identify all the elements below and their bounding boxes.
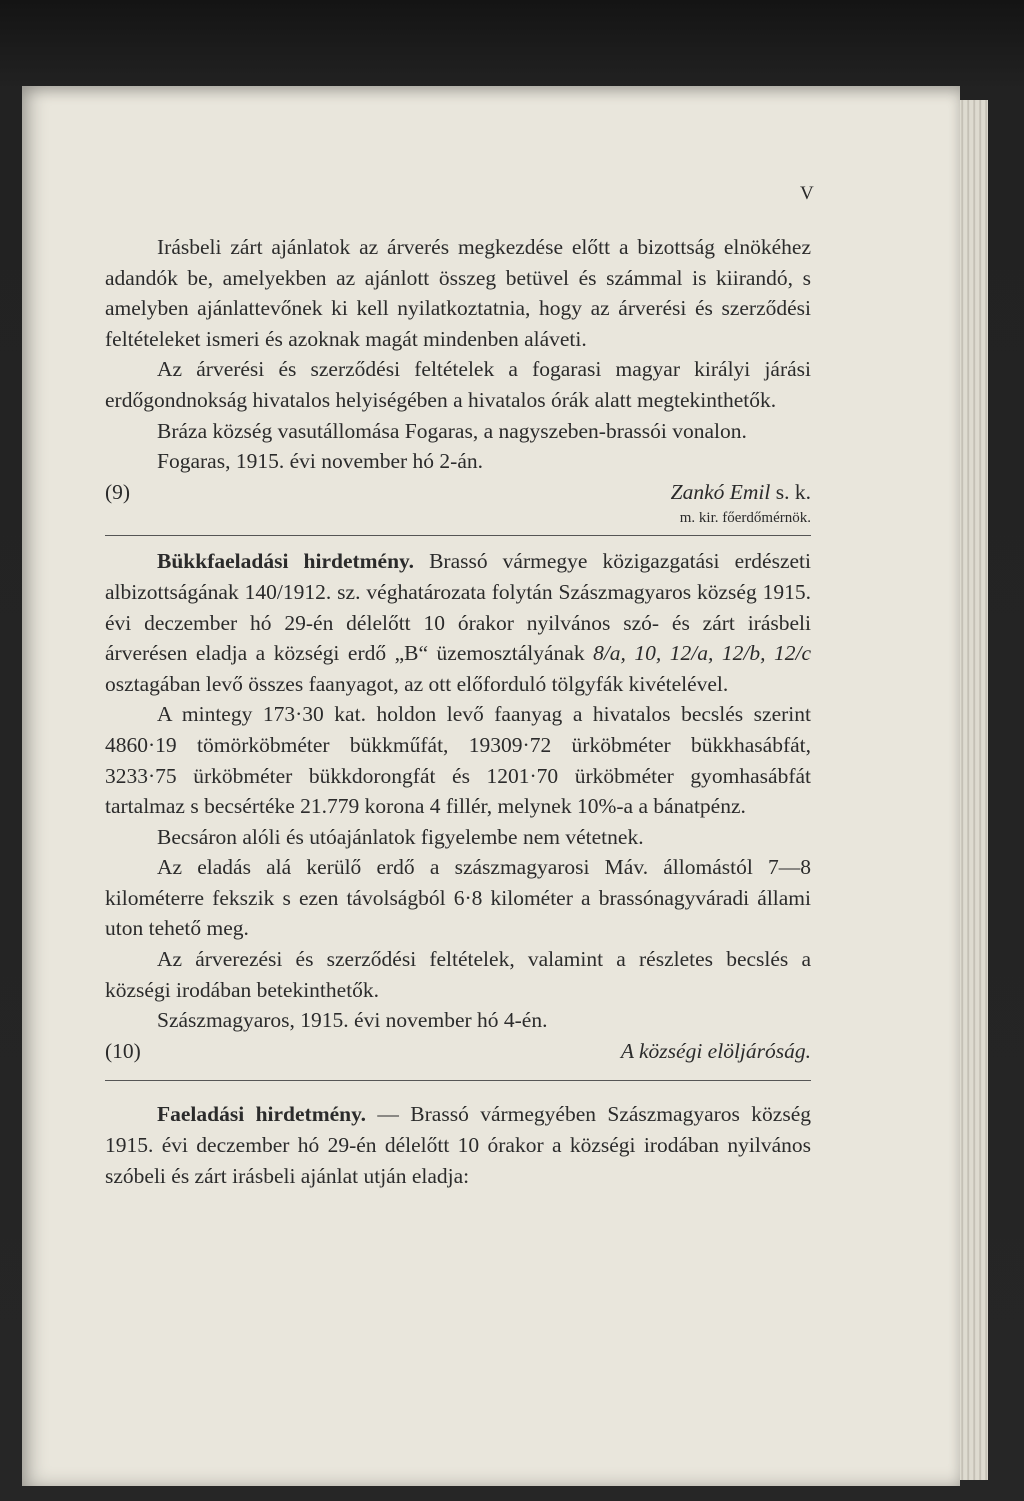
notice-1-signature-row bbox=[105, 477, 811, 508]
notice-3-text: — Brassó vármegyében Szászmagyaros község 1915. évi deczember hó 29-én délelőtt 10 órakor a községi irodában nyilvános szóbeli és zárt irásbeli ajánlat utján eladja: bbox=[105, 1102, 811, 1188]
notice-2-number: (10) bbox=[105, 1038, 141, 1063]
notice-1-number: (9) bbox=[105, 479, 131, 504]
notice-1 bbox=[105, 232, 811, 529]
notice-1-signer-name: Zankó Emil bbox=[670, 479, 771, 504]
notice-1-paragraph-2: Az árverési és szerződési feltételek a fogarasi magyar királyi járási erdőgondnokság hivatalos helyiségében a hivatalos órák alatt megtekinthetők. bbox=[105, 357, 811, 412]
notice-2-paragraph-4: Az eladás alá kerülő erdő a szászmagyarosi Máv. állomástól 7—8 kilométerre fekszik s ezen távolságból 6·8 kilométer a brassónagyváradi állami uton tehető meg. bbox=[105, 855, 811, 941]
notice-2-text-before: Brassó vármegye közigazgatási erdészeti albizottságának 140/1912. sz. véghatározata folytán Szászmagyaros község 1915. évi deczember hó 29-én délelőtt 10 órakor nyilvános szó- és zárt irásbeli árverésen eladja a községi erdő „B“ üzemosztályának bbox=[105, 549, 811, 666]
separator-rule-2 bbox=[105, 1080, 811, 1081]
notice-2 bbox=[105, 546, 811, 1066]
notice-2-paragraph-1 bbox=[105, 546, 811, 699]
notice-1-signature bbox=[671, 477, 811, 508]
notice-2-signature-row bbox=[105, 1036, 811, 1067]
notice-3 bbox=[105, 1099, 811, 1191]
page-text bbox=[105, 232, 811, 1191]
notice-2-sections: 8/a, 10, 12/a, 12/b, 12/c bbox=[593, 641, 811, 666]
notice-1-date: Fogaras, 1915. évi november hó 2-án. bbox=[157, 449, 484, 474]
notice-2-paragraph-5: Az árverezési és szerződési feltételek, valamint a részletes becslés a községi irodában betekinthetők. bbox=[105, 947, 811, 1002]
notice-1-signer-title: m. kir. főerdőmérnök. bbox=[679, 510, 811, 527]
notice-3-title: Faeladási hirdetmény. bbox=[157, 1102, 367, 1127]
notice-2-date: Szászmagyaros, 1915. évi november hó 4-én. bbox=[157, 1008, 548, 1033]
notice-2-title: Bükkfaeladási hirdetmény. bbox=[157, 549, 414, 574]
notice-2-text-after: osztagában levő összes faanyagot, az ott előforduló tölgyfák kivételével. bbox=[105, 671, 729, 696]
notice-3-paragraph-1 bbox=[105, 1099, 811, 1191]
notice-1-paragraph-3: Bráza község vasutállomása Fogaras, a nagyszeben-brassói vonalon. bbox=[157, 418, 747, 443]
page-number: V bbox=[800, 183, 814, 204]
notice-2-signature: A községi elöljáróság. bbox=[620, 1038, 811, 1063]
notice-1-paragraph-1: Irásbeli zárt ajánlatok az árverés megkezdése előtt a bizottság elnökéhez adandók be, amelyekben az ajánlott összeg betüvel és számmal is kiirandó, s amelyben ajánlattevőnek ki kell nyilatkoztatnia, hogy az árverési és szerződési feltételeket ismeri és azoknak magát mindenben aláveti. bbox=[105, 235, 811, 351]
notice-2-paragraph-2: A mintegy 173·30 kat. holdon levő faanyag a hivatalos becslés szerint 4860·19 tömörköbméter bükkműfát, 19309·72 ürköbméter bükkhasábfát, 3233·75 ürköbméter bükkdorongfát és 1201·70 ürköbméter gyomhasábfát tartalmaz s becsértéke 21.779 korona 4 fillér, melynek 10%-a a bánatpénz. bbox=[105, 702, 811, 819]
notice-2-paragraph-3: Becsáron alóli és utóajánlatok figyelembe nem vétetnek. bbox=[157, 824, 644, 849]
separator-rule-1 bbox=[105, 535, 811, 536]
notice-1-signer-suffix: s. k. bbox=[770, 479, 811, 504]
